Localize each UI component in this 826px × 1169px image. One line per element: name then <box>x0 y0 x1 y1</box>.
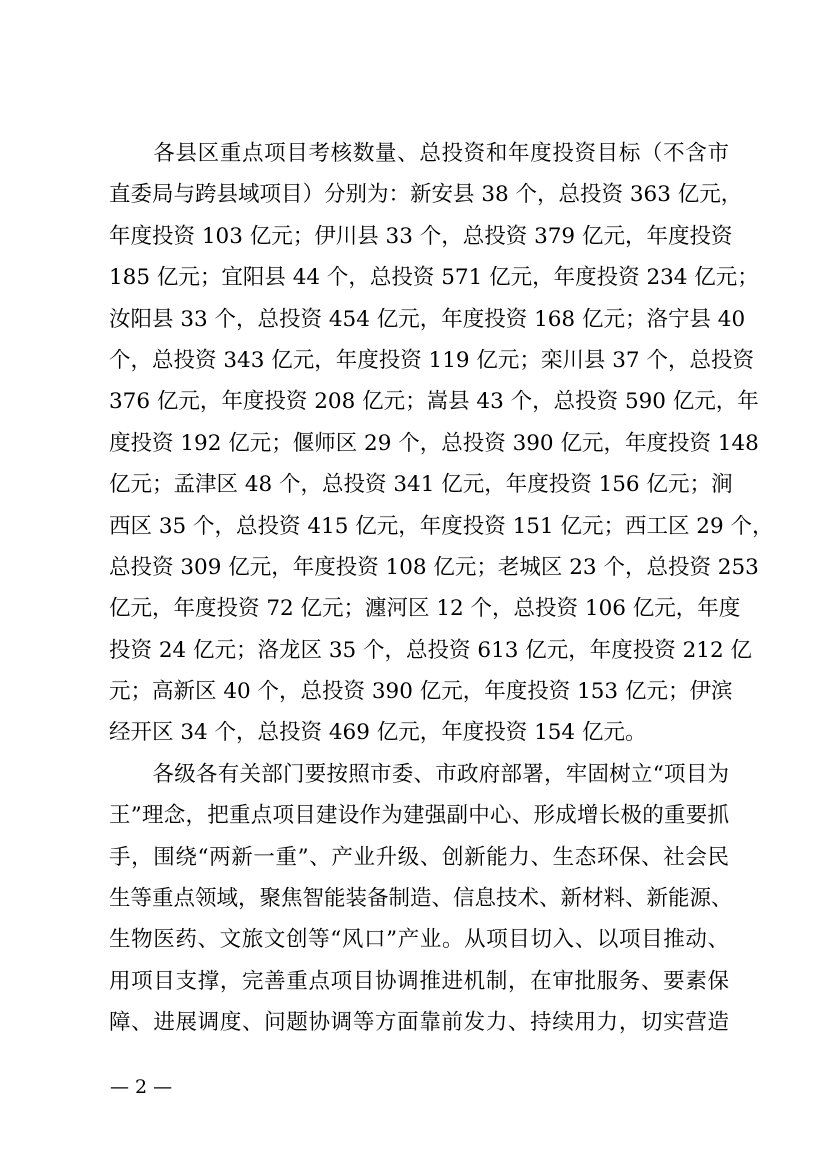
text-line-2: 直委局与跨县域项目）分别为：新安县 38 个，总投资 363 亿元， <box>109 182 743 208</box>
text-line-5: 汝阳县 33 个，总投资 454 亿元，年度投资 168 亿元；洛宁县 40 <box>109 306 746 332</box>
text-line-17: 王”理念，把重点项目建设作为建强副中心、形成增长极的重要抓 <box>109 803 729 829</box>
text-line-8: 度投资 192 亿元；偃师区 29 个，总投资 390 亿元，年度投资 148 <box>109 430 759 456</box>
text-line-15: 经开区 34 个，总投资 469 亿元，年度投资 154 亿元。 <box>109 720 647 746</box>
text-line-13: 投资 24 亿元；洛龙区 35 个，总投资 613 亿元，年度投资 212 亿 <box>109 637 752 663</box>
text-line-22: 障、进展调度、问题协调等方面靠前发力、持续用力，切实营造 <box>109 1010 729 1036</box>
text-line-14: 元；高新区 40 个，总投资 390 亿元，年度投资 153 亿元；伊滨 <box>109 679 733 705</box>
text-line-20: 生物医药、文旅文创等“风口”产业。从项目切入、以项目推动、 <box>109 927 729 953</box>
page-number: — 2 — <box>110 1076 173 1098</box>
text-line-9: 亿元；孟津区 48 个，总投资 341 亿元，年度投资 156 亿元；涧 <box>109 472 733 498</box>
text-line-7: 376 亿元，年度投资 208 亿元；嵩县 43 个，总投资 590 亿元，年 <box>109 389 759 415</box>
text-line-4: 185 亿元；宜阳县 44 个，总投资 571 亿元，年度投资 234 亿元； <box>109 265 759 291</box>
text-line-10: 西区 35 个，总投资 415 亿元，年度投资 151 亿元；西工区 29 个， <box>109 513 774 539</box>
text-line-19: 生等重点领域，聚焦智能装备制造、信息技术、新材料、新能源、 <box>109 886 733 912</box>
text-line-11: 总投资 309 亿元，年度投资 108 亿元；老城区 23 个，总投资 253 <box>109 554 759 580</box>
text-line-12: 亿元，年度投资 72 亿元；瀍河区 12 个，总投资 106 亿元，年度 <box>109 596 741 622</box>
text-line-16: 各级各有关部门要按照市委、市政府部署，牢固树立“项目为 <box>109 761 729 787</box>
text-line-6: 个，总投资 343 亿元，年度投资 119 亿元；栾川县 37 个，总投资 <box>109 347 754 373</box>
text-line-3: 年度投资 103 亿元；伊川县 33 个，总投资 379 亿元，年度投资 <box>109 223 733 249</box>
text-line-18: 手，围绕“两新一重”、产业升级、创新能力、生态环保、社会民 <box>109 844 729 870</box>
text-line-1: 各县区重点项目考核数量、总投资和年度投资目标（不含市 <box>109 141 729 166</box>
body-text <box>109 133 774 1044</box>
text-line-21: 用项目支撑，完善重点项目协调推进机制，在审批服务、要素保 <box>109 968 729 994</box>
